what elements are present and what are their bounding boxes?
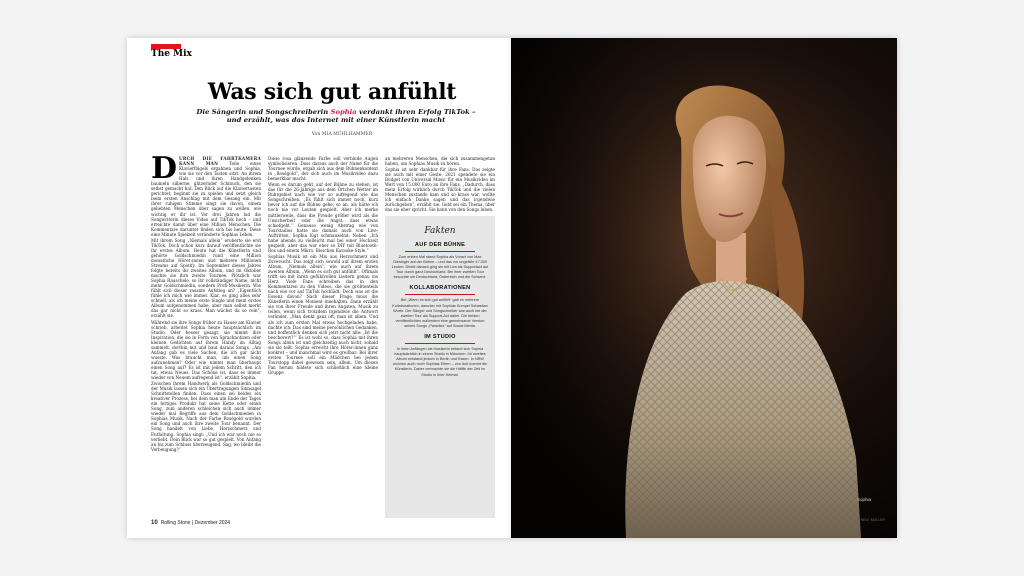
portrait-photo (511, 38, 897, 538)
fact-item (385, 334, 495, 378)
fact-text: In ihren Anfängen als Musikerin befand sich Sophia hauptsächlich in einem Studio in München. Ihr zweites Album entstand jedoch in Berlin und Essen. In NRW wohnen auch noch Sophias Eltern – von dort kommt die Künstlerin. Daher verbrachte sie die Hälfte der Zeit im Studio in ihrer Heimat. (392, 347, 488, 377)
paragraph: Wenn es darum geht, auf der Bühne zu stehen, ist das für die 26-Jährige aus dem Örtchen Wetter im Ruhrgebiet nach wie vor so aufregend wie das Songschreiben. „Es fühlt sich immer noch, kurz bevor ich auf die Bühne gehe, so an, als hätte ich noch nie vor Leuten gespielt. Aber ich merke mittlerweile, dass die Freude größer wird als die Unsicherheit oder die Angst, dass etwas schiefgeht.“ Genauso wenig Abstrag wie von Tourstadios hatte sie damals auch von Live-Auftritten. Sophia lügt schmunzelnd: Neben „Ich habe abends zu vielleicht mal bei einer Hochzeit gespielt, aber das war eher so DIY mit Bluetooth-Box und einem Mikro. Bisschen Karaoke-Style.“ (268, 182, 378, 253)
paragraph: an mehreren Menschen, die sich zusammengetan haben, um Sophias Musik zu hören. (385, 156, 495, 167)
fact-divider (405, 343, 475, 344)
photo-caption: Sophia (857, 497, 872, 502)
fact-item (385, 285, 495, 329)
paragraph: Diese rosa glänzende Farbe soll verbinde Augen symbolisieren. Dass daraus auch der Name für die Tournee wurde, ergab sich aus dem Bühnenkontext in „Roségold“, der sich auch im Musikvideo dazu bemerkbar macht. (268, 156, 378, 182)
right-page-photo (511, 38, 897, 538)
fact-item (385, 242, 495, 280)
photo-credit: FOTO: NELE MÜLLER (849, 518, 885, 522)
paragraph: Mit ihrem Song „Niemals allein“ eroberte sie erst TikTok. Doch schon kurz darauf veröffentlichte sie ihr erstes Album. Heute hat die Künstlerin und gehörte Goldschmiedin rund eine Million monatliche Hörer:innen und mehrere Millionen Streams auf Spotify. Im September dieses Jahres folgte bereits ihr zweites Album, und im Oktober machte sie ihre zweite Tournee. Plötzlich war Sophia Rauschele, so ihr vollständiger Name, nicht mehr Goldschmiedin, sondern Profi-Musikerin. Wie fühlt sich dieser rasante Aufstieg an? „Eigentlich fühle ich mich wie immer. Klar, es ging alles sehr schnell, als ich meine erste Single und mein erstes Album aufgenommen habe, aber man selbst merkt das gar nicht so krass. Man wächst da so rein“, erzählt sie. (151, 237, 261, 319)
magazine-spread (127, 38, 897, 538)
deck-text-start: Die Sängerin und Songschreiberin (196, 108, 331, 116)
spine-shadow (507, 38, 519, 538)
issue-date: Dezember 2024 (194, 520, 231, 526)
page-footer: 10 Rolling Stone | Dezember 2024 (151, 520, 231, 526)
fact-divider (405, 251, 475, 252)
facts-box (385, 216, 495, 518)
deck-highlight: Sophia (330, 108, 357, 116)
lead-caps: URCH DIE FAHRTKAMERA KANN MAN (179, 156, 261, 167)
deck (195, 108, 477, 125)
fact-heading: AUF DER BÜHNE (414, 242, 466, 248)
byline: Von MIA MÜHLHAMMER (311, 132, 373, 137)
paragraph: Zwischen ihrem Handwerk als Goldschmiedin und der Musik lassen sich ein Übertragungen Sinnsagel Schnittstellen finden. Dass einen sei beides ein kreativer Prozess, bei dem man am Ende der Tages ein fertiges Produkt hat seine Kette oder einen Song, zum anderen schleichen sich auch immer wieder mal Begriffe aus dem Goldschmieden in Sophias Musik. Nach der Farbe Roségold wurden ein Song und auch ihre zweite Tour benannt. Der Song handelt von Liebe, Herzschmerz und Entfaltung. Sophia singt: „Und ich war noch nie so verliebt. Dein Blick war so gut gespielt. Von Anfang an bis zum Schluss überzeugend. Sag, wo bleibt die Verbeugung?“ (151, 381, 261, 452)
paragraph: Sophias Musik ist ein Mix aus Herzschmerz und Zuversicht. Das zeigt sich sowohl auf ihrem ersten Album, „Niemals allein“, wie auch auf ihrem zweiten Album, „Wenn es sich gut anfühlt“. Oftmals trifft sie mit ihren gefühlvollen Liedern genau ins Herz. Viele Fans schreiben das in den Kommentaren zu den Videos, die sie größtenteils nach wie vor auf TikTok hochlädt. Doch was ist die Essenz davon? Nach dieser Frage muss die Künstlerin einen Moment innehalten. Dann erzählt sie von ihrer Freude und ihren Ängsten, Musik zu teilen, wenn sich trotzdem irgendwie die Antwort veränder. „Man denkt ganz oft, man ist allein. Und als ich zum ersten Mal etwas hochgeladen habe, dachte ich: Das sind meine persönlichen Gedanken, und hoffentlich denken sich jetzt nicht alle: ‚Ist die beschevert?‘“ Es ist wohl so, dass Sophia mit ihren Songs allein ist und gleichzeitig auch nicht, sobald sie sie teilt. Sophia erreicht ihre Hörer:innen ganz konkret – und manchmal wird es greifbar: Bei ihrer ersten Tournee soll ein Mädchen bei jedem Tourstopp dabei gewesen sein, allein. Um diesen Fan herum bildete sich schließlich eine kleine Gruppe (268, 253, 378, 375)
article-column-1 (151, 156, 261, 518)
fact-text: Bei „Wenn es sich gut anfühlt“ gab es mehrere Kollaborationen, darunter mit Sophias Kumpel Sebastian Wurth. Der Sänger und Songschreiber war auch bei der zweiten Tour als Support-Act dabei. Die beiden veröffentlichten außerdem eine gemeinsame Version seines Songs „Paradies“ auf Social Media. (392, 298, 488, 328)
drop-cap: D (151, 156, 178, 186)
paragraph: Sophia ist sehr dankbar für ihre Fans. Das zeigte sie auch mit einer Geste: 2021 spendete sie ein Budget von Universal Music für ein Musikvideo im Wert von 15.000 Euro an ihre Fans. „Dadurch, dass mein Erfolg wirklich durch TikTok und die vielen Menschen zustande kam und so krass war, wollte ich einfach Danke sagen und das irgendwie zurückgeben“, erzählt sie. Geld sei ein Thema, über das sie eher spricht. Sie kann von den Songs leben. (385, 167, 495, 212)
section-label: The Mix (151, 49, 192, 59)
fact-heading: KOLLABORATIONEN (409, 285, 471, 292)
page-number: 10 (151, 520, 158, 526)
facts-title: Fakten (424, 226, 456, 236)
paragraph-text: Teile eines Klavierflügels ergahnen und Sophia, wie sie vor den Tasten sitzt. An ihrem Hals und ihren Handgelenken baumeln silberne, glitzernder Schmuck, den sie selbst gemacht hat. Den Blick auf die Klaviertasten gerichtet, beginnt sie zu spielen und setzt gleich beim ersten Anschlag mit dem Gesang ein. Mit ihrer ruhigen Stimme singt sie davon, einem geliebten Menschen über sagen zu wollen, wie wichtig er ihr ist. Vor drei Jahren lud die Songwriterin dieses Video auf TikTok hoch – und erreichte damit über eine Million Menschen. Die Kommentare darunter finden sich bis heute. Diese eine Minute Spielzeit veränderte Sophias Leben. (151, 161, 261, 237)
paragraph: Während sie ihre Songs früher zu Hause am Klavier schrieb, arbeitet Sophia heute hauptsächlich im Studio. Oder besser gesagt, sie nimmt ihre Inspiration, die sie in Form von Sprachnotizen oder kleinen Gedichten auf ihrem Handy im Alltag sammelt, dorthin mit und baut daraus Songs. „Am Anfang gab es viele Sachen, die ich gar nicht wusste. Was braucht man, um einen Song aufzunehmen? Oder wie nimmt man überhaupt einen Song auf? Es ist mit jedem Schritt, den ich tat, etwas Neues. Das Schöne ist, dass es immer wieder von Neuem aufregend ist“, erzählt Sophia. (151, 319, 261, 381)
headline: Was sich gut anfühlt (207, 79, 457, 105)
paragraph (151, 156, 261, 237)
left-page (127, 38, 511, 538)
deck-text-end: verdankt ihren Erfolg TikTok – und erzählt, was das Internet mit einer Künstlerin macht (226, 108, 476, 125)
fact-text: Zum ersten Mal stand Sophia als Voract von Max Giesinger auf der Bühne – und das vor ungefähr 47.000 Leuten. Direkt danach ging sie mit Lea als Supportact auf Tour durch ganz Deutschland. Bei ihrer zweiten Tour besuchte sie Deutschland, Österreich und die Schweiz. (391, 255, 489, 280)
article-column-3 (385, 156, 495, 212)
fact-heading: IM STUDIO (424, 334, 456, 341)
fact-divider (405, 294, 475, 295)
article-column-2 (268, 156, 378, 518)
publication-name: Rolling Stone (160, 520, 191, 526)
